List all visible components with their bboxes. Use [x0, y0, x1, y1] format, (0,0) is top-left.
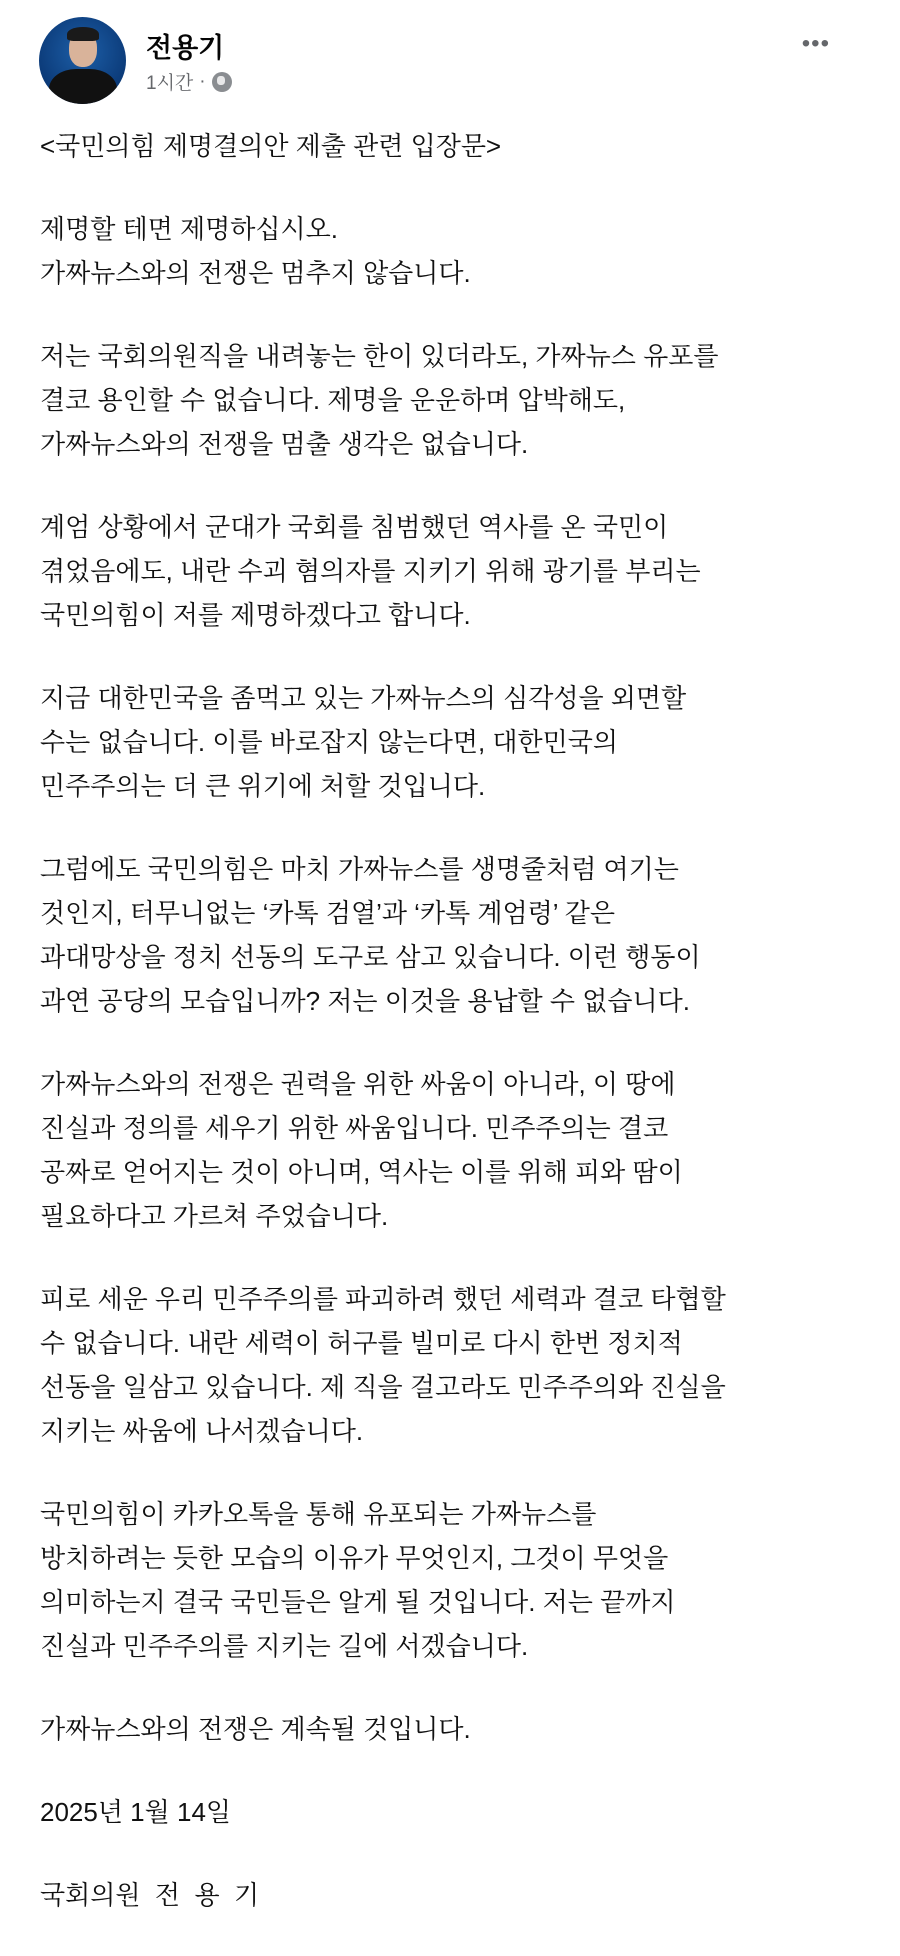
paragraph: 계엄 상황에서 군대가 국회를 침범했던 역사를 온 국민이 겪었음에도, 내란 수괴 혐의자를 지키기 위해 광기를 부리는 국민의힘이 저를 제명하겠다고 합니다.: [40, 512, 701, 630]
avatar-body: [49, 69, 117, 104]
author-name[interactable]: 전용기: [146, 33, 225, 63]
post-date: 2025년 1월 14일: [40, 1797, 232, 1827]
paragraph: 가짜뉴스와의 전쟁은 권력을 위한 싸움이 아니라, 이 땅에 진실과 정의를 세우기 위한 싸움입니다. 민주주의는 결코 공짜로 얻어지는 것이 아니며, 역사는 이를 위해 피와 땀이 필요하다고 가르쳐 주었습니다.: [40, 1069, 683, 1231]
avatar-hair: [67, 27, 99, 41]
paragraph: 국민의힘이 카카오톡을 통해 유포되는 가짜뉴스를 방치하려는 듯한 모습의 이유가 무엇인지, 그것이 무엇을 의미하는지 결국 국민들은 알게 될 것입니다. 저는 끝까지 진실과 민주주의를 지키는 길에 서겠습니다.: [40, 1499, 676, 1661]
post-title: <국민의힘 제명결의안 제출 관련 입장문>: [40, 131, 502, 161]
meta-separator: ·: [199, 70, 206, 92]
post-meta: [146, 68, 232, 95]
paragraph: 제명할 테면 제명하십시오. 가짜뉴스와의 전쟁은 멈추지 않습니다.: [40, 214, 471, 288]
globe-icon[interactable]: [212, 72, 232, 92]
post-body: [40, 124, 870, 1956]
paragraph: 피로 세운 우리 민주주의를 파괴하려 했던 세력과 결코 타협할 수 없습니다. 내란 세력이 허구를 빌미로 다시 한번 정치적 선동을 일삼고 있습니다. 제 직을 걸고라도 민주주의와 진실을 지키는 싸움에 나서겠습니다.: [40, 1284, 726, 1446]
paragraph: 그럼에도 국민의힘은 마치 가짜뉴스를 생명줄처럼 여기는 것인지, 터무니없는 ‘카톡 검열’과 ‘카톡 계엄령’ 같은 과대망상을 정치 선동의 도구로 삼고 있습니다. 이런 행동이 과연 공당의 모습입니까? 저는 이것을 용납할 수 없습니다.: [40, 854, 701, 1016]
paragraph: 지금 대한민국을 좀먹고 있는 가짜뉴스의 심각성을 외면할 수는 없습니다. 이를 바로잡지 않는다면, 대한민국의 민주주의는 더 큰 위기에 처할 것입니다.: [40, 683, 687, 801]
more-options-button[interactable]: •••: [801, 30, 830, 57]
paragraph: 저는 국회의원직을 내려놓는 한이 있더라도, 가짜뉴스 유포를 결코 용인할 수 없습니다. 제명을 운운하며 압박해도, 가짜뉴스와의 전쟁을 멈출 생각은 없습니다.: [40, 341, 719, 459]
post-time[interactable]: 1시간: [146, 73, 194, 94]
paragraph: 가짜뉴스와의 전쟁은 계속될 것입니다.: [40, 1714, 471, 1744]
signature: 국회의원 전 용 기: [40, 1880, 260, 1910]
author-avatar[interactable]: [39, 17, 126, 104]
